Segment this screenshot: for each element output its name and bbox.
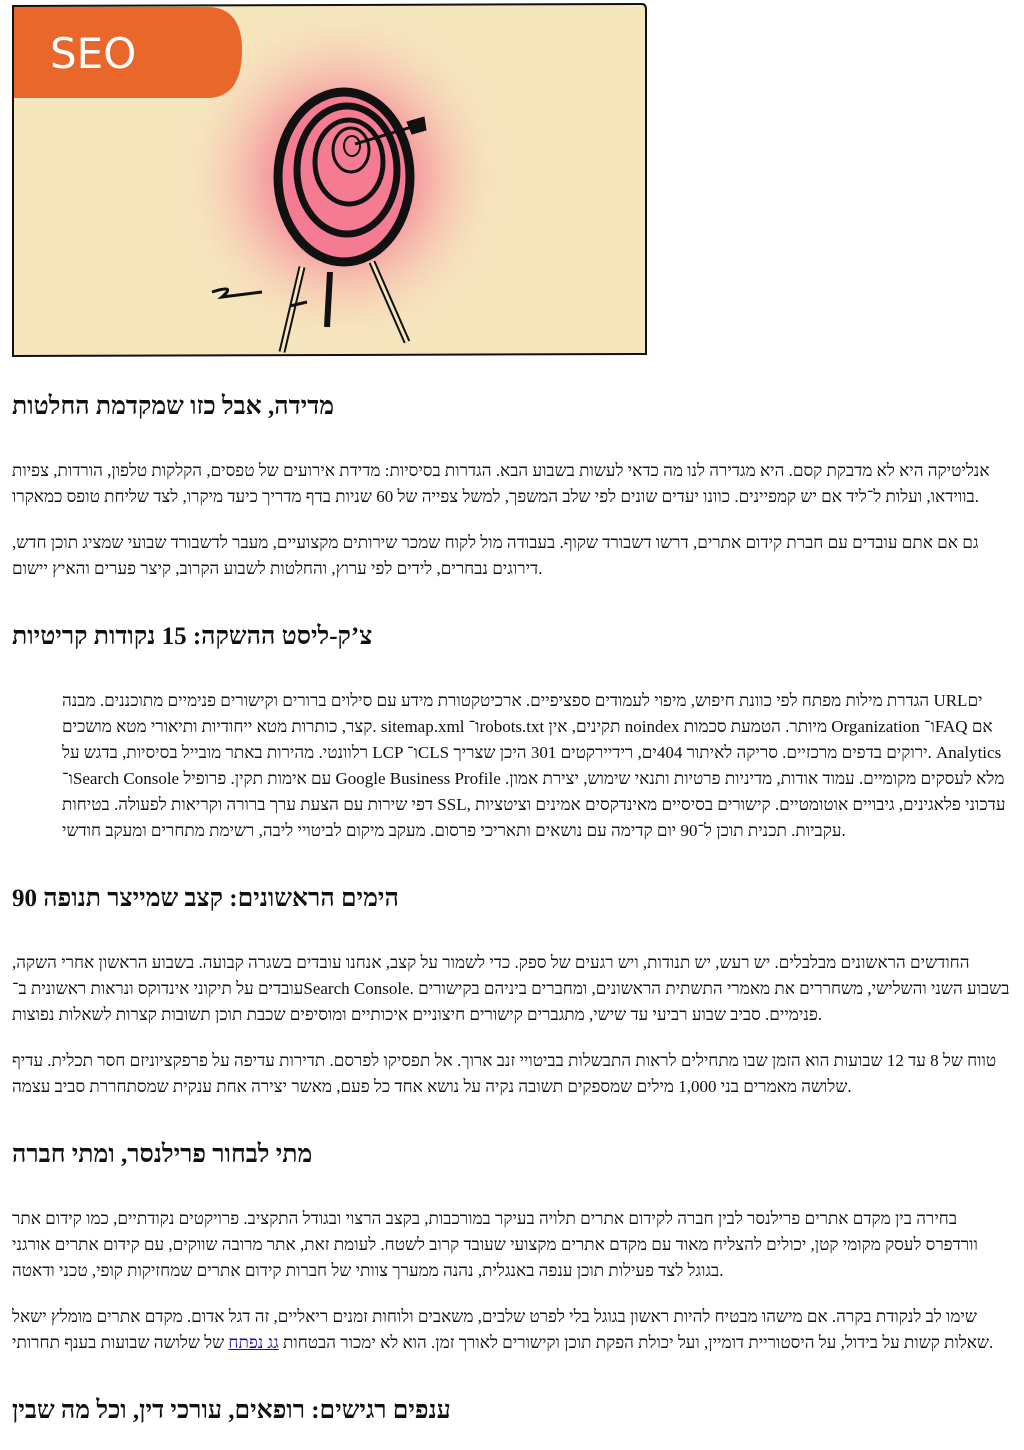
paragraph-text: של שלושה שבועות בענף תחרותי.	[12, 1333, 994, 1352]
paragraph: החודשים הראשונים מבלבלים. יש רעש, יש תנודות, ויש רגעים של ספק. כדי לשמור על קצב, אנחנו עובדים בשגרה קבועה. בשבוע הראשון אחרי השקה, עובדים על תיקוני אינדוקס ונראות ראשונית ב־Search Console. בשבוע השני והשלישי, משחררים את מאמרי התשתית הראשונים, ומחברים ביניהם בקישורים פנימיים. סביב שבוע רביעי עד שישי, מתגברים קישורים חיצוניים איכותיים ומוסיפים שכבת תוכן תשובות קצרות לשאלות נפוצות.	[12, 953, 1010, 1024]
inline-link[interactable]: גג נפתח	[228, 1333, 279, 1352]
paragraph-text: שימו לב לנקודת בקרה. אם מישהו מבטיח להיות ראשון בגוגל בלי לפרט שלבים, משאבים ולוחות זמנים ריאליים, זה דגל אדום. מקדם אתרים מומלץ ישאל שאלות קשות על בידול, על היסטוריית דומיין, ועל יכולת הפקת תוכן וקישורים לאורך זמן. הוא לא ימכור הבטחות	[12, 1307, 990, 1352]
section-heading: ענפים רגישים: רופאים, עורכי דין, וכל מה שבין	[12, 1397, 451, 1424]
section-heading: מדידה, אבל כזו שמקדמת החלטות	[12, 393, 335, 420]
seo-badge-label: SEO	[50, 29, 137, 78]
paragraph: בחירה בין מקדם אתרים פרילנסר לבין חברה לקידום אתרים תלויה בעיקר במורכבות, בקצב הרצוי ובגודל התקציב. פרויקטים נקודתיים, כמו קידום אתר וורדפרס לעסק מקומי קטן, יכולים להצליח מאוד עם מקדם אתרים מקצועי שעובד קרוב לשטח. לעומת זאת, אתר מרובה שווקים, עם קידום אתרים אורגני בגוגל לצד פעילות תוכן ענפה באנגלית, נהנה ממערך צוותי של חברות קידום אתרים שמחזיקות קופי, טכני ודאטה.	[12, 1209, 978, 1280]
paragraph: טווח של 8 עד 12 שבועות הוא הזמן שבו מתחילים לראות התבשלות בביטויי זנב ארוך. אל תפסיקו לפרסם. תדירות עדיפה על פרפקציוניזם חסר תכלית. עדיף שלושה מאמרים בני 1,000 מילים שמספקים תשובה נקיה על נושא אחד כל פעם, מאשר יצירה אחת ענקית שמסתחררת סביב עצמה.	[12, 1051, 997, 1096]
seo-hero-image	[12, 2, 648, 358]
paragraph: גם אם אתם עובדים עם חברת קידום אתרים, דרשו דשבורד שקוף. בעבודה מול לקוח שמכר שירותים מקצועיים, מעבר לדשבורד שבועי שמציג תוכן חדש, דירוגים נבחרים, לידים לפי ערוץ, והחלטות לשבוע הקרוב, קיצר פערים והאיץ יישום.	[12, 533, 979, 578]
section-heading: 90 הימים הראשונים: קצב שמייצר תנופה	[12, 885, 399, 912]
paragraph: אנליטיקה היא לא מדבקת קסם. היא מגדירה לנו מה כדאי לעשות בשבוע הבא. הגדרות בסיסיות: מדידת אירועים של טפסים, הקלקות טלפון, הורדות, צפיות בווידאו, ועלות ל־ליד אם יש קמפיינים. כוונו יעדים שונים לפי שלב המשפך, למשל צפייה של 60 שניות בדף מדריך כיעד מיקרו, לצד שליחת טופס כמאקרו.	[12, 461, 990, 506]
article	[0, 2, 1024, 1428]
checklist-paragraph: הגדרת מילות מפתח לפי כוונת חיפוש, מיפוי לעמודים ספציפיים. ארכיטקטורת מידע עם סילוים ברורים וקישורים פנימיים מתוכננים. מבנה URLים קצר, כותרות מטא ייחודיות ותיאורי מטא מושכים. sitemap.xml ו־robots.txt תקינים, אין noindex מיותר. הטמעת סכמות Organization ו־FAQ אם רלוונטי. מהירות באתר מובייל בסיסיות, בדגש על LCP ו־CLS ירוקים בדפים מרכזיים. סריקה לאיתור 404ים, רידיירקטים 301 היכן שצריך. Analytics ו־Search Console עם אימות תקין. פרופיל Google Business Profile מלא לעסקים מקומיים. עמוד אודות, מדיניות פרטיות ותנאי שימוש, יצירת אמון. דפי שירות עם הצעת ערך ברורה וקריאות לפעולה. בטיחות SSL, עדכוני פלאגינים, גיבויים אוטומטיים. קישורים בסיסיים מאינדקסים אמינים וציטציות עקביות. תכנית תוכן ל־90 יום קדימה עם נושאים ותאריכי פרסום. מעקב מיקום לביטויי ליבה, רשימת מתחרים ומעקב חודשי.	[62, 691, 1006, 840]
section-heading: צ’ק-ליסט ההשקה: 15 נקודות קריטיות	[12, 623, 373, 650]
paragraph	[12, 1304, 1012, 1356]
section-heading: מתי לבחור פרילנסר, ומתי חברה	[12, 1141, 313, 1168]
